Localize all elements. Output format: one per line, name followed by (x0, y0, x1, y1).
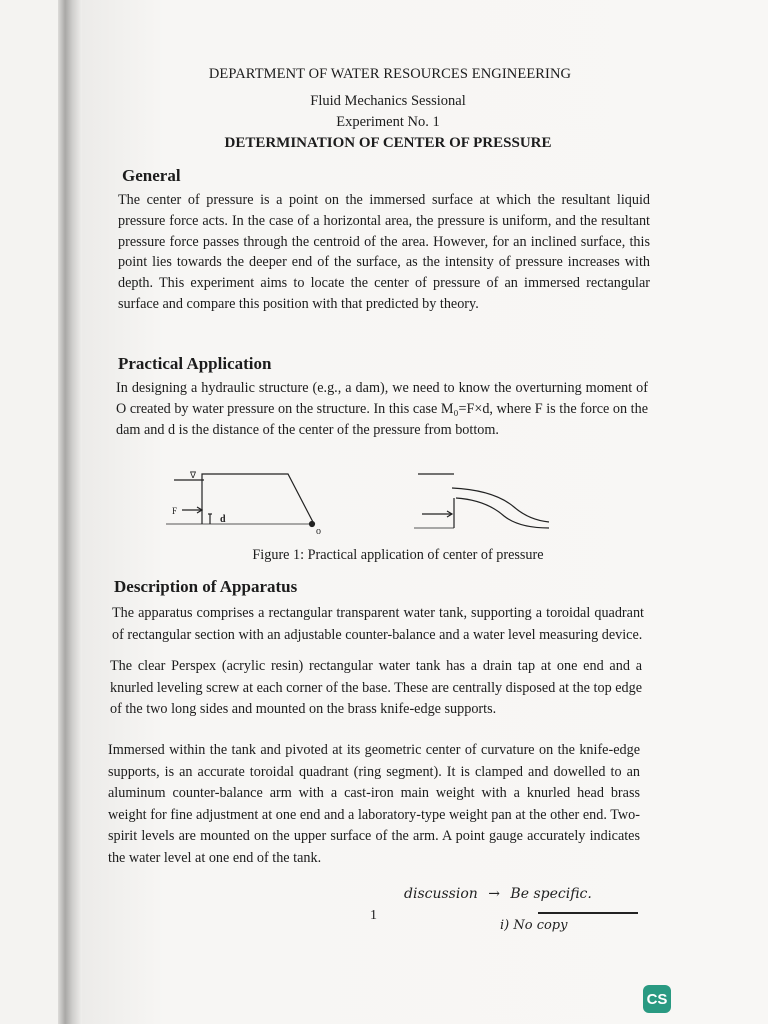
apparatus-heading: Description of Apparatus (114, 577, 298, 596)
force-label: F (172, 506, 178, 516)
practical-application-heading: Practical Application (118, 354, 272, 373)
general-paragraph: The center of pressure is a point on the immersed surface at which the resultant liquid pressure force acts. In the case of a horizontal area, the pressure is uniform, and the resultant pressure force passes through the centroid of the area. However, for an inclined surface, this point lies towards the deeper end of the surface, as the intensity of pressure increases with depth. This experiment aims to locate the center of pressure of an immersed rectangular surface and compare this position with that predicted by theory. (118, 192, 650, 312)
spillway-diagram (414, 474, 549, 528)
apparatus-paragraph-3: Immersed within the tank and pivoted at its geometric center of curvature on the knife-edge supports, is an accurate toroidal quadrant (ring segment). It is clamped and dowelled to an aluminum counter-balance arm with a cast-iron main weight with a knurled head brass weight for fine adjustment at one end and a laboratory-type weight pan at the other end. Two-spirit levels are mounted on the upper surface of the arm. A point gauge accurately indicates the water level at one end of the tank. (108, 742, 640, 866)
department-heading: DEPARTMENT OF WATER RESOURCES ENGINEERING (208, 66, 572, 82)
handwritten-underline (538, 912, 638, 914)
handwritten-be-specific: Be specific. (510, 886, 592, 902)
dam-body (202, 474, 314, 524)
dam-diagram (166, 470, 315, 527)
handwritten-note-line-1 (404, 886, 592, 902)
course-name: Fluid Mechanics Sessional (310, 93, 466, 109)
pivot-point-o (310, 522, 315, 527)
apparatus-paragraph-2: The clear Perspex (acrylic resin) rectangular water tank has a drain tap at one end and a knurled leveling screw at each corner of the base. These are centrally disposed at the top edge of the two long sides and mounted on the brass knife-edge supports. (110, 658, 642, 717)
page-number: 1 (370, 908, 377, 923)
binding-edge-shadow (58, 0, 82, 1024)
figure-caption: Figure 1: Practical application of center of pressure (252, 547, 544, 563)
handwritten-note-line-2: i) No copy (500, 918, 568, 933)
handwritten-arrow: → (488, 886, 500, 902)
water-level-symbol: ∇ (190, 470, 197, 480)
experiment-number: Experiment No. 1 (336, 114, 440, 130)
point-o-label: o (316, 526, 321, 537)
practical-application-paragraph: In designing a hydraulic structure (e.g., a dam), we need to know the overturning moment of O created by water pressure on the structure. In this case M₀=F×d, where F is the force on the dam and d is the distance of the center of the pressure from bottom. (116, 380, 648, 438)
apparatus-paragraph-1: The apparatus comprises a rectangular transparent water tank, supporting a toroidal quadrant of rectangular section with an adjustable counter-balance and a water level measuring device. (112, 605, 644, 643)
distance-label: d (220, 514, 226, 525)
experiment-title: DETERMINATION OF CENTER OF PRESSURE (224, 135, 552, 151)
spillway-upper-curve (452, 488, 549, 522)
spillway-lower-curve (456, 498, 549, 528)
general-heading: General (122, 166, 181, 185)
handwritten-discussion: discussion (404, 886, 478, 902)
camscanner-logo: CS (643, 985, 671, 1013)
center-of-pressure-figure (164, 462, 564, 552)
